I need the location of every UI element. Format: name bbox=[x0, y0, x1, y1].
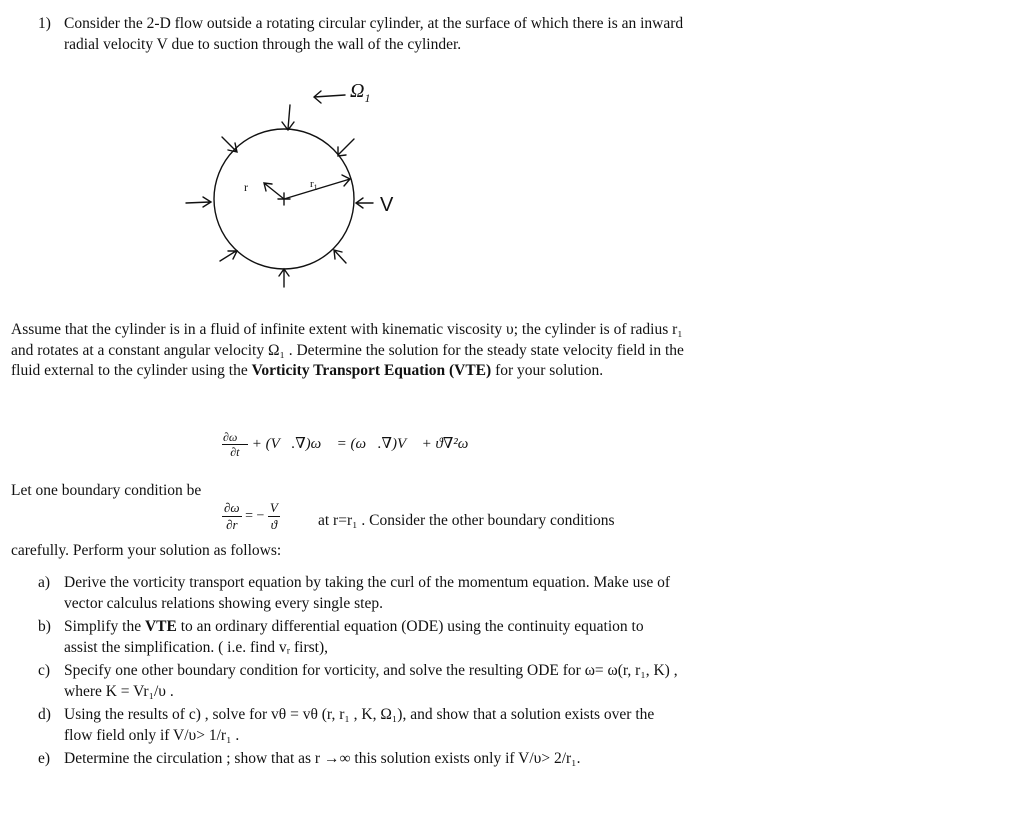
bc-rhs-den: ϑ bbox=[270, 517, 278, 532]
bc-rhs-num: V bbox=[269, 500, 278, 515]
bc-lhs-den: ∂r bbox=[226, 517, 238, 532]
suction-arrow bbox=[334, 250, 346, 263]
v-label: V bbox=[380, 194, 394, 216]
boundary-equation bbox=[222, 500, 280, 533]
list-item bbox=[38, 661, 678, 702]
eq-denominator: ∂t bbox=[230, 445, 240, 459]
suction-arrow bbox=[186, 197, 211, 207]
vte-equation bbox=[222, 430, 480, 459]
suction-arrow bbox=[279, 269, 289, 287]
task-list bbox=[38, 573, 678, 773]
item-text: Derive the vorticity transport equation by taking the curl of the momentum equation. Make use of vector calculus relations showing every single step. bbox=[64, 574, 671, 612]
list-item bbox=[38, 705, 678, 746]
item-label: c) bbox=[38, 662, 51, 679]
item-text: Determine the circulation ; show that as r →∞ this solution exists only if V/υ> 2/r₁. bbox=[64, 750, 581, 767]
suction-arrow bbox=[222, 137, 237, 152]
paragraph-text-end: for your solution. bbox=[491, 362, 604, 379]
bc-equals: = − bbox=[245, 508, 265, 524]
item-label: a) bbox=[38, 574, 51, 591]
r1-symbol: r bbox=[310, 178, 314, 190]
suction-arrow bbox=[220, 251, 237, 261]
paragraph-text: Assume that the cylinder is in a fluid of infinite extent with kinematic viscosity υ; the cylinder is of radius r₁ and rotates at a constant angular velocity Ω₁ . Determine the solution for the steady state velocity field in the fluid external to the cylinder using the bbox=[11, 321, 684, 379]
vte-bold: VTE bbox=[144, 618, 177, 635]
r-label: r bbox=[244, 180, 248, 194]
list-item bbox=[38, 573, 678, 614]
item-label: d) bbox=[38, 706, 51, 723]
boundary-tail: at r=r₁ . Consider the other boundary conditions bbox=[318, 512, 615, 529]
item-text: Simplify the bbox=[64, 618, 145, 635]
omega-subscript: 1 bbox=[364, 91, 371, 105]
list-item bbox=[38, 749, 678, 770]
time-derivative bbox=[222, 430, 248, 459]
problem-paragraph bbox=[11, 320, 691, 382]
cylinder-diagram bbox=[180, 75, 420, 295]
item-label: b) bbox=[38, 618, 51, 635]
list-item bbox=[38, 617, 678, 658]
item-text: Using the results of c) , solve for vθ = vθ (r, r₁ , K, Ω₁), and show that a solution exists over the flow field only if V/υ> 1/r₁ . bbox=[64, 706, 655, 744]
item-text-end: to an ordinary differential equation (ODE) using the continuity equation to assist the simplification. ( i.e. find vᵣ first), bbox=[64, 618, 644, 656]
omega-symbol: Ω bbox=[350, 80, 365, 102]
suction-arrow bbox=[338, 139, 354, 156]
instructions-line: carefully. Perform your solution as follows: bbox=[11, 542, 282, 559]
item-text: Specify one other boundary condition for vorticity, and solve the resulting ODE for ω= ω(r, r₁, K) , where K = Vr₁/υ . bbox=[64, 662, 678, 700]
item-label: e) bbox=[38, 750, 51, 767]
question-text: Consider the 2-D flow outside a rotating circular cylinder, at the surface of which there is an inward radial velocity V due to suction through the wall of the cylinder. bbox=[64, 15, 684, 53]
eq-numerator: ∂ω⃗ bbox=[223, 430, 247, 444]
eq-rest: + (V⃗.∇)ω⃗ = (ω⃗.∇)V⃗ + ϑ∇²ω⃗ bbox=[251, 435, 481, 452]
r1-subscript: 1 bbox=[313, 183, 318, 192]
bc-lhs-num: ∂ω bbox=[224, 500, 240, 515]
rotation-arrow bbox=[314, 91, 345, 103]
boundary-intro: Let one boundary condition be bbox=[11, 482, 202, 499]
radius-line bbox=[264, 183, 284, 199]
suction-arrow bbox=[282, 105, 294, 130]
suction-arrow bbox=[356, 198, 373, 208]
r1-label bbox=[310, 178, 318, 192]
omega-label bbox=[350, 80, 370, 105]
vte-bold-text: Vorticity Transport Equation (VTE) bbox=[251, 362, 492, 379]
question-number: 1) bbox=[38, 15, 51, 32]
